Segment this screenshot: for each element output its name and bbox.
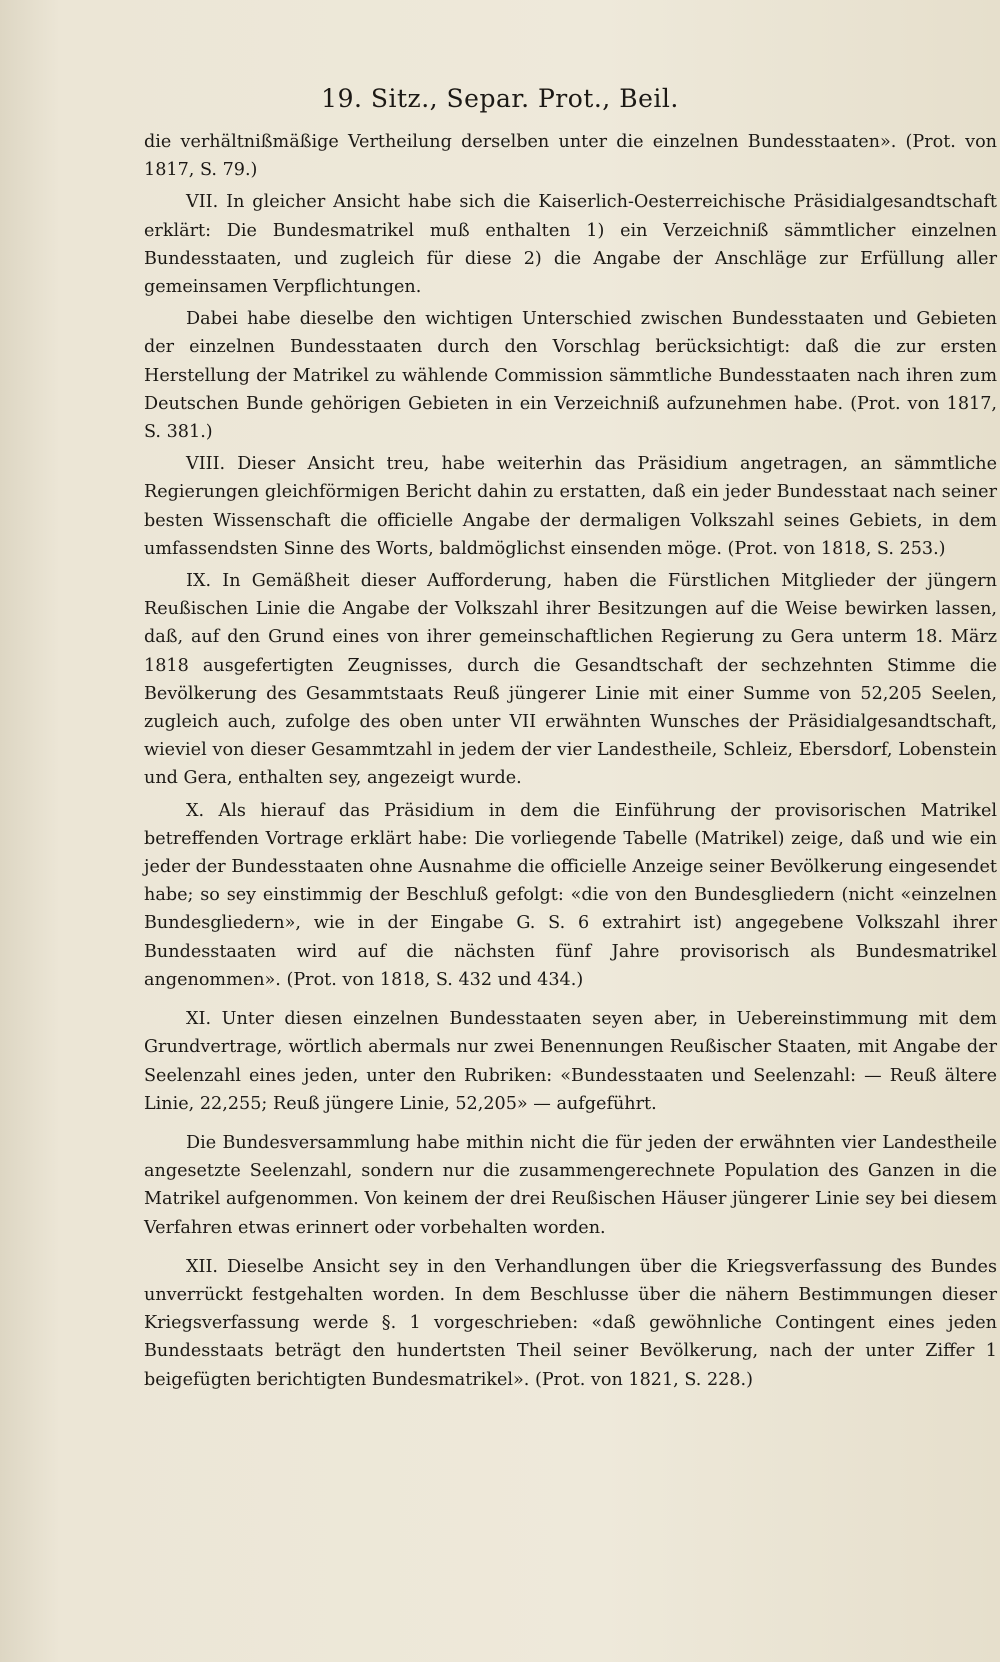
paragraph-xi: XI. Unter diesen einzelnen Bundesstaaten seyen aber, in Uebereinstimmung mit dem Grundvertrage, wörtlich abermals nur zwei Benennungen Reußischer Staaten, mit Angabe der Seelenzahl eines jeden, unter den Rubriken: «Bundesstaaten und Seelenzahl: — Reuß ältere Linie, 22,255; Reuß jüngere Linie, 52,205» — aufgeführt.: [144, 1009, 997, 1114]
paragraph-viii: VIII. Dieser Ansicht treu, habe weiterhin das Präsidium angetragen, an sämmtliche Regierungen gleichförmigen Bericht dahin zu erstatten, daß ein jeder Bundesstaat nach seiner besten Wissenschaft die officielle Angabe der dermaligen Volkszahl seines Gebiets, in dem umfassendsten Sinne des Worts, baldmöglichst einsenden möge. (Prot. von 1818, S. 253.): [144, 454, 997, 559]
body-text: [144, 128, 997, 1394]
paragraph-continuation: die verhältnißmäßige Vertheilung derselben unter die einzelnen Bundesstaaten». (Prot. von 1817, S. 79.): [144, 132, 997, 181]
paragraph-xii: XII. Dieselbe Ansicht sey in den Verhandlungen über die Kriegsverfassung des Bundes unverrückt festgehalten worden. In dem Beschlusse über die nähern Bestimmungen dieser Kriegsverfassung werde §. 1 vorgeschrieben: «daß gewöhnliche Contingent eines jeden Bundesstaats beträgt den hundertsten Theil seiner Bevölkerung, nach der unter Ziffer 1 beigefügten berichtigten Bundesmatrikel». (Prot. von 1821, S. 228.): [144, 1256, 997, 1390]
running-header: 19. Sitz., Separ. Prot., Beil.: [321, 84, 679, 113]
paragraph-ix: IX. In Gemäßheit dieser Aufforderung, haben die Fürstlichen Mitglieder der jüngern Reußischen Linie die Angabe der Volkszahl ihrer Besitzungen auf die Weise bewirken lassen, daß, auf den Grund eines von ihrer gemeinschaftlichen Regierung zu Gera unterm 18. März 1818 ausgefertigten Zeugnisses, durch die Gesandtschaft der sechzehnten Stimme die Bevölkerung des Gesammtstaats Reuß jüngerer Linie mit einer Summe von 52,205 Seelen, zugleich auch, zufolge des oben unter VII erwähnten Wunsches der Präsidialgesandtschaft, wieviel von dieser Gesammtzahl in jedem der vier Landestheile, Schleiz, Ebersdorf, Lobenstein und Gera, enthalten sey, angezeigt wurde.: [144, 571, 997, 789]
paragraph-vii: VII. In gleicher Ansicht habe sich die Kaiserlich-Oesterreichische Präsidialgesandtschaft erklärt: Die Bundesmatrikel muß enthalten 1) ein Verzeichniß sämmtlicher einzelnen Bundesstaaten, und zugleich für diese 2) die Angabe der Anschläge zur Erfüllung aller gemeinsamen Verpflichtungen.: [144, 192, 997, 298]
paragraph-x: X. Als hierauf das Präsidium in dem die Einführung der provisorischen Matrikel betreffenden Vortrage erklärt habe: Die vorliegende Tabelle (Matrikel) zeige, daß und wie ein jeder der Bundesstaaten ohne Ausnahme die officielle Anzeige seiner Bevölkerung eingesendet habe; so sey einstimmig der Beschluß gefolgt: «die von den Bundesgliedern (nicht «einzelnen Bundesgliedern», wie in der Eingabe G. S. 6 extrahirt ist) angegebene Volkszahl ihrer Bundesstaaten wird auf die nächsten fünf Jahre provisorisch als Bundesmatrikel angenommen». (Prot. von 1818, S. 432 und 434.): [144, 800, 997, 990]
paragraph-xi-cont: Die Bundesversammlung habe mithin nicht die für jeden der erwähnten vier Landestheile angesetzte Seelenzahl, sondern nur die zusammengerechnete Population des Ganzen in die Matrikel aufgenommen. Von keinem der drei Reußischen Häuser jüngerer Linie sey bei diesem Verfahren etwas erinnert oder vorbehalten worden.: [144, 1132, 997, 1238]
paragraph-vii-cont: Dabei habe dieselbe den wichtigen Unterschied zwischen Bundesstaaten und Gebieten der einzelnen Bundesstaaten durch den Vorschlag berücksichtigt: daß die zur ersten Herstellung der Matrikel zu wählende Commission sämmtliche Bundesstaaten nach ihren zum Deutschen Bunde gehörigen Gebieten in ein Verzeichniß aufzunehmen habe. (Prot. von 1817, S. 381.): [144, 309, 997, 443]
